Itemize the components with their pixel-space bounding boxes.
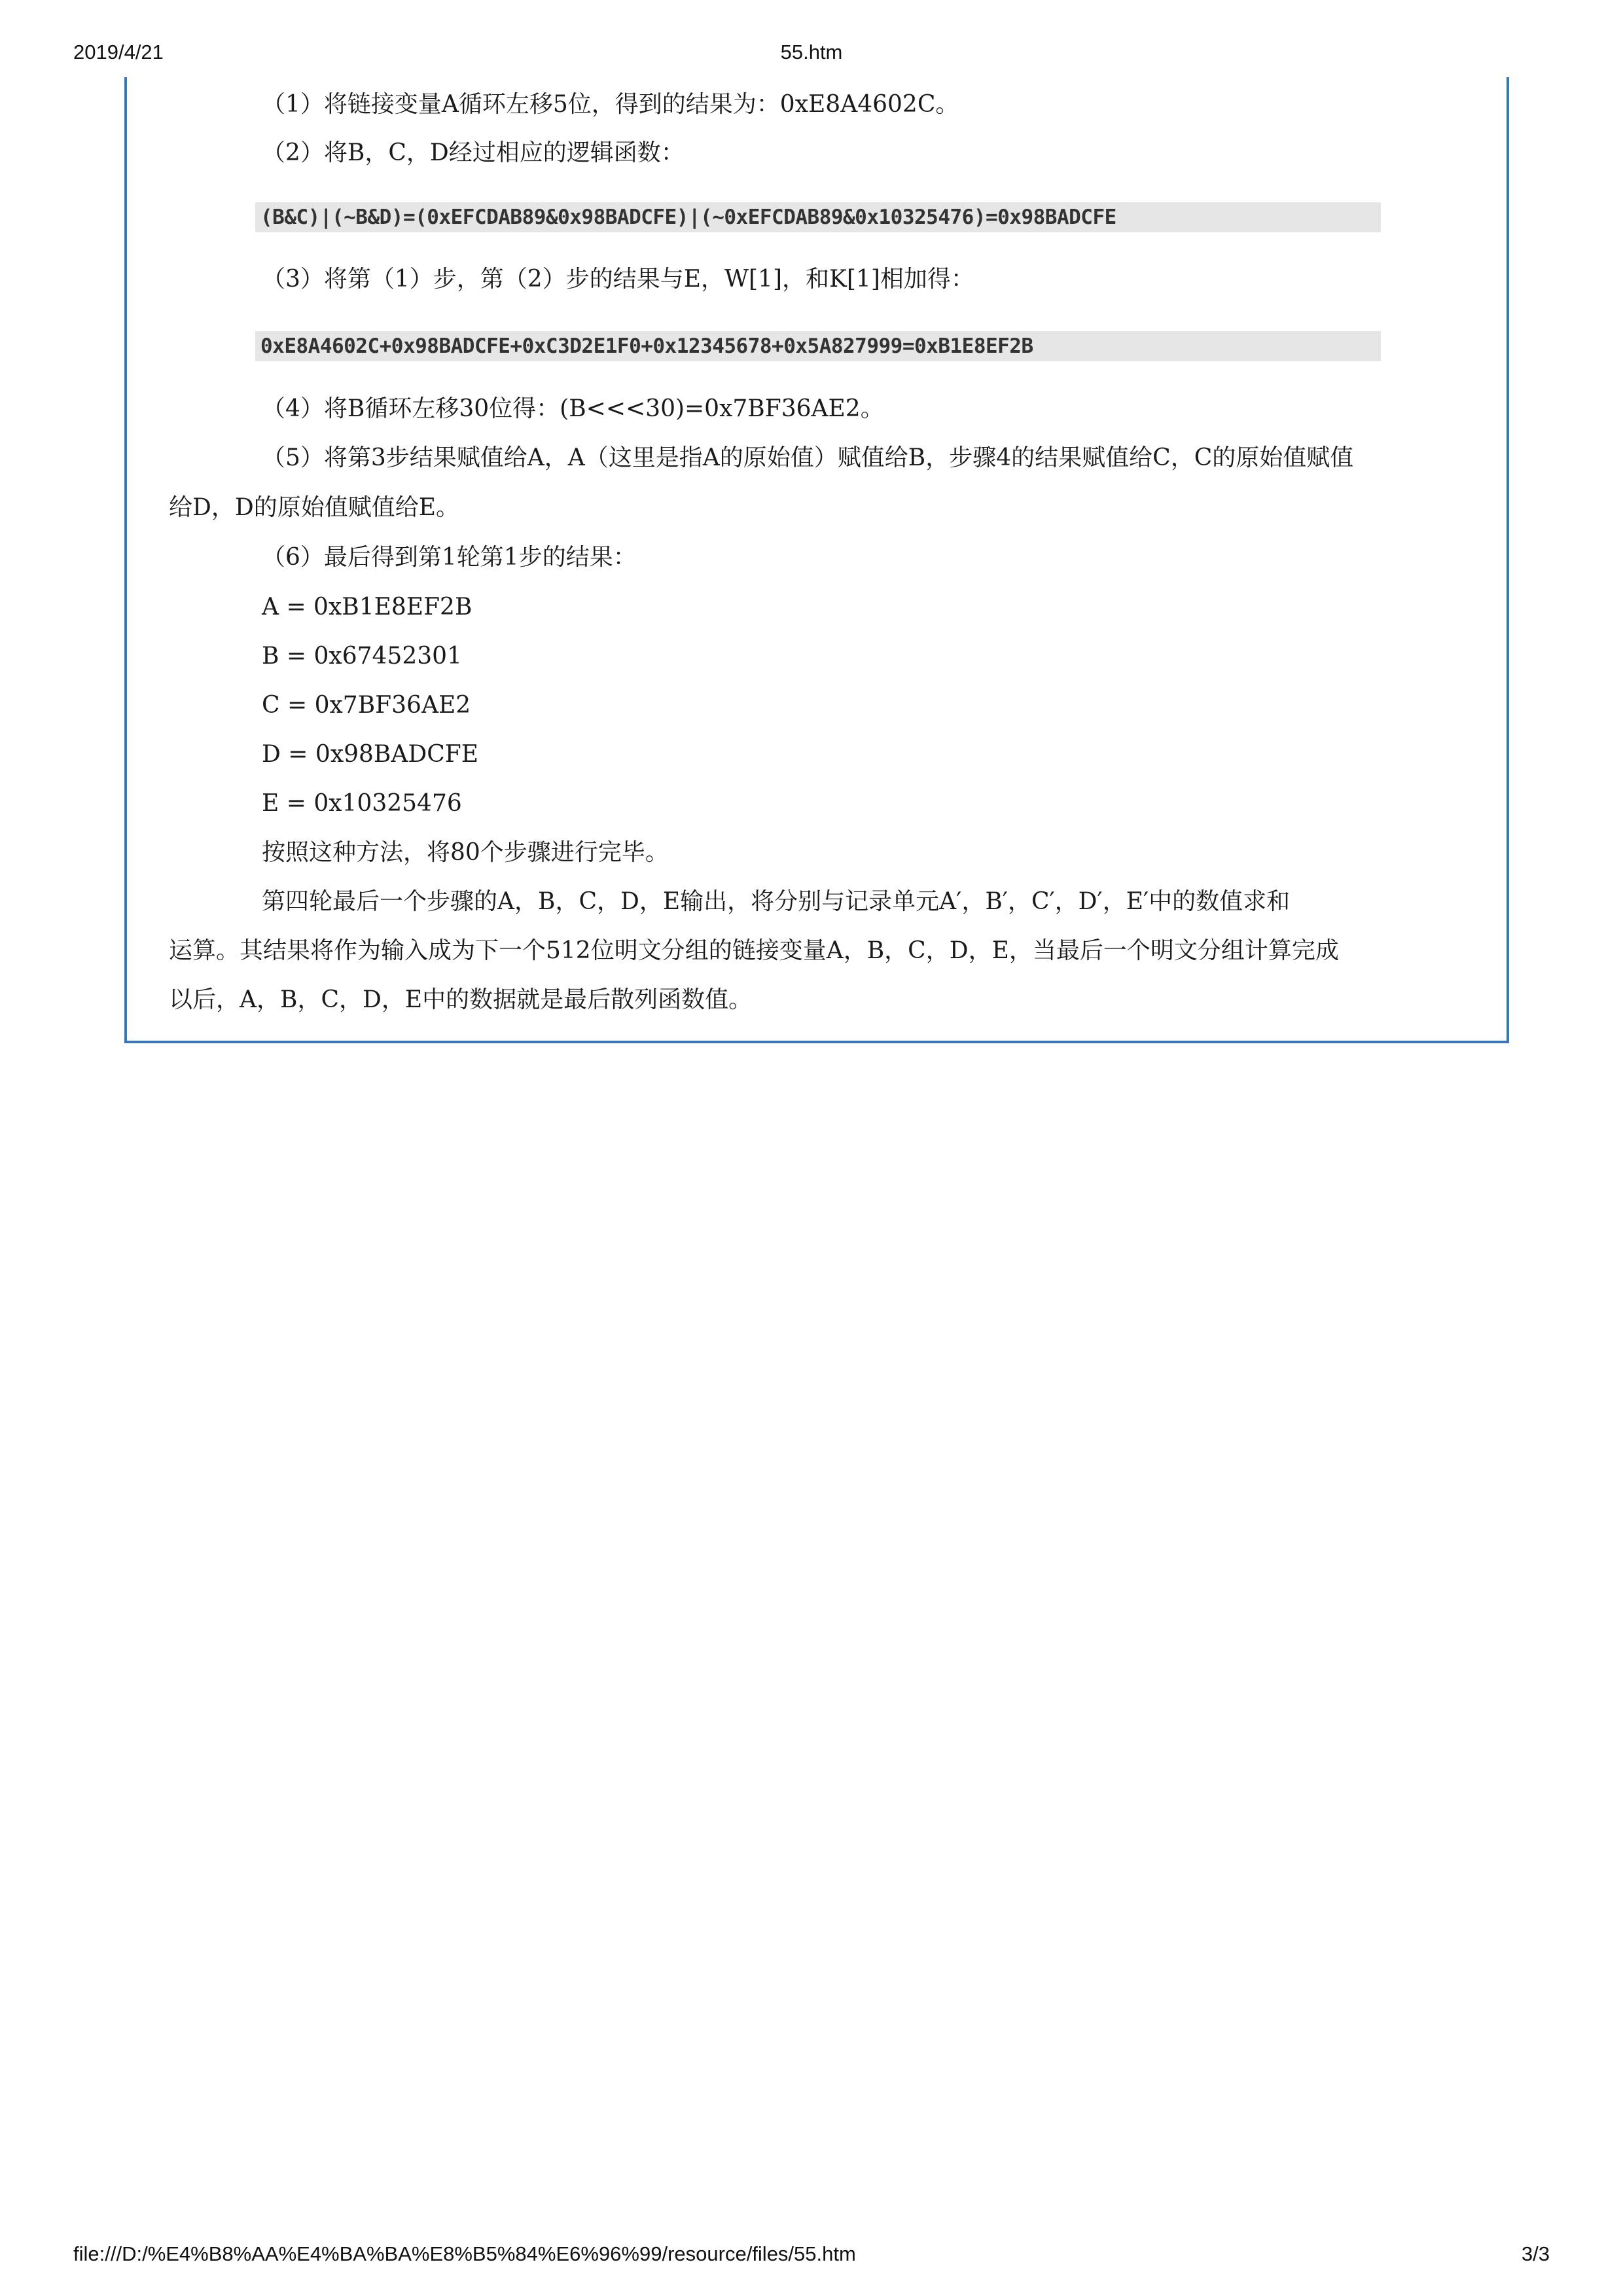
result-d: D = 0x98BADCFE (262, 741, 479, 768)
result-a: A = 0xB1E8EF2B (262, 594, 473, 620)
method-text: 按照这种方法，将80个步骤进行完毕。 (262, 839, 669, 866)
step-6-text: （6）最后得到第1轮第1步的结果： (262, 544, 637, 571)
page-number: 3/3 (1521, 2242, 1550, 2265)
result-e: E = 0x10325476 (262, 790, 462, 817)
step-1-text: （1）将链接变量A循环左移5位，得到的结果为：0xE8A4602C。 (262, 91, 959, 118)
code-block-sum (255, 331, 1381, 361)
step-3-text: （3）将第（1）步，第（2）步的结果与E，W[1]，和K[1]相加得： (262, 266, 974, 293)
code-logic-function: (B&C)|(~B&D)=(0xEFCDAB89&0x98BADCFE)|(~0xEFCDAB89&0x10325476)=0x98BADCFE (260, 206, 1116, 229)
code-sum: 0xE8A4602C+0x98BADCFE+0xC3D2E1F0+0x12345678+0x5A827999=0xB1E8EF2B (260, 334, 1033, 358)
print-title: 55.htm (780, 41, 843, 63)
final-text-line2: 运算。其结果将作为输入成为下一个512位明文分组的链接变量A，B，C，D，E，当最后一个明文分组计算完成 (169, 937, 1339, 964)
result-c: C = 0x7BF36AE2 (262, 692, 471, 719)
print-url: file:///D:/%E4%B8%AA%E4%BA%BA%E8%B5%84%E6%96%99/resource/files/55.htm (73, 2242, 856, 2265)
step-2-text: （2）将B，C，D经过相应的逻辑函数： (262, 139, 685, 166)
final-text-line1: 第四轮最后一个步骤的A，B，C，D，E输出，将分别与记录单元A′，B′，C′，D′，E′中的数值求和 (262, 888, 1291, 915)
result-b: B = 0x67452301 (262, 643, 462, 670)
print-footer (0, 2242, 1623, 2269)
print-header (0, 41, 1623, 67)
final-text-line3: 以后，A，B，C，D，E中的数据就是最后散列函数值。 (169, 986, 753, 1013)
step-4-text: （4）将B循环左移30位得：(B<<<30)=0x7BF36AE2。 (262, 395, 884, 422)
code-block-logic-function (255, 202, 1381, 232)
print-date: 2019/4/21 (73, 41, 164, 63)
step-5-text-line2: 给D，D的原始值赋值给E。 (169, 494, 460, 521)
step-5-text-line1: （5）将第3步结果赋值给A，A（这里是指A的原始值）赋值给B，步骤4的结果赋值给C，C的原始值赋值 (262, 444, 1354, 471)
